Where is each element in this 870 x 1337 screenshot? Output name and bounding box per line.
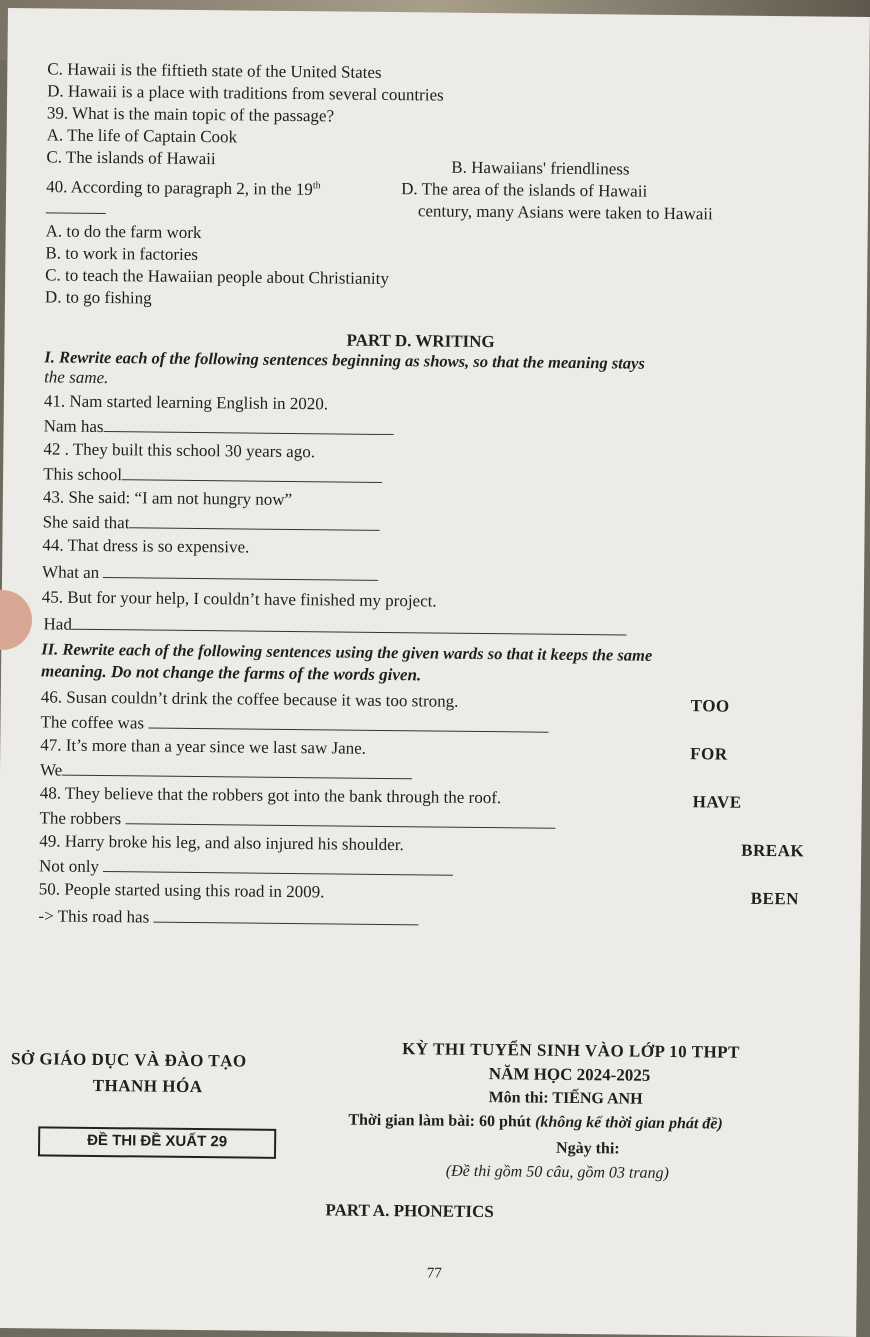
q39-option-a: A. The life of Captain Cook	[46, 125, 238, 147]
q48-blank[interactable]	[125, 809, 555, 829]
q48-stem: The robbers	[39, 808, 122, 829]
q48-keyword: HAVE	[692, 792, 742, 812]
exam-title: KỲ THI TUYỂN SINH VÀO LỚP 10 THPT	[402, 1039, 741, 1062]
q42-blank[interactable]	[122, 465, 382, 483]
q42-sentence: 42 . They built this school 30 years ago.	[43, 439, 316, 462]
q43-answer-line	[43, 512, 380, 535]
q38-option-d: D. Hawaii is a place with traditions from several countries	[47, 81, 444, 105]
pages-note: (Đề thi gồm 50 câu, gồm 03 trang)	[445, 1162, 670, 1182]
exam-page	[0, 8, 870, 1337]
q45-answer-line	[43, 614, 626, 639]
q50-sentence: 50. People started using this road in 2009.	[38, 879, 325, 902]
exam-date-label: Ngày thi:	[556, 1139, 620, 1158]
q49-answer-line	[39, 856, 453, 879]
q42-stem: This school	[43, 464, 123, 485]
page-number: 77	[426, 1265, 442, 1282]
q40-answer-blank	[46, 202, 106, 214]
q46-answer-line	[40, 712, 548, 736]
section-1-instruction-line1: I. Rewrite each of the following sentences beginning as shows, so that the meaning stays	[44, 347, 645, 373]
q45-sentence: 45. But for your help, I couldn’t have finished my project.	[41, 587, 437, 611]
q40-option-a: A. to do the farm work	[45, 221, 202, 243]
q50-blank[interactable]	[153, 908, 418, 926]
part-d-title: PART D. WRITING	[346, 330, 495, 352]
q46-sentence: 46. Susan couldn’t drink the coffee because it was too strong.	[40, 687, 459, 711]
q44-blank[interactable]	[103, 563, 378, 581]
q44-stem: What an	[41, 562, 100, 582]
q45-stem: Had	[43, 614, 72, 634]
duration-label: Thời gian làm bài: 60 phút	[348, 1111, 532, 1131]
section-1-instruction-line2: the same.	[44, 367, 109, 388]
q41-answer-line	[44, 416, 394, 439]
q40-option-d: D. to go fishing	[44, 287, 152, 308]
q47-answer-line	[40, 760, 412, 783]
q40-question-pre: 40. According to paragraph 2, in the 19	[46, 177, 313, 199]
q46-stem: The coffee was	[40, 712, 145, 733]
q50-keyword: BEEN	[750, 888, 800, 909]
q49-blank[interactable]	[103, 857, 453, 876]
q47-stem: We	[39, 760, 63, 780]
q43-stem: She said that	[42, 512, 130, 533]
q45-blank[interactable]	[72, 615, 627, 636]
school-year: NĂM HỌC 2024-2025	[488, 1064, 651, 1085]
q40-option-b: B. to work in factories	[45, 243, 199, 265]
q49-sentence: 49. Harry broke his leg, and also injured his shoulder.	[39, 831, 404, 855]
exam-duration	[348, 1112, 723, 1134]
exam-subject: Môn thi: TIẾNG ANH	[488, 1089, 643, 1108]
province-name: THANH HÓA	[92, 1075, 203, 1097]
q39-option-d: D. The area of the islands of Hawaii	[401, 179, 648, 201]
q48-answer-line	[39, 808, 555, 832]
q40-question-post: century, many Asians were taken to Hawaii	[417, 201, 713, 224]
q47-blank[interactable]	[62, 761, 412, 780]
q41-blank[interactable]	[104, 417, 394, 435]
q49-stem: Not only	[38, 856, 100, 876]
q43-sentence: 43. She said: “I am not hungry now”	[42, 487, 293, 510]
q50-answer-line	[38, 906, 418, 929]
q46-blank[interactable]	[148, 714, 548, 733]
q38-option-c: C. Hawaii is the fiftieth state of the United States	[47, 59, 382, 82]
q39-option-b: B. Hawaiians' friendliness	[451, 157, 630, 179]
q41-sentence: 41. Nam started learning English in 2020.	[43, 391, 329, 414]
q42-answer-line	[43, 464, 382, 487]
q41-stem: Nam has	[43, 416, 104, 437]
q40-option-c: C. to teach the Hawaiian people about Christianity	[45, 265, 389, 289]
section-2-instruction-line2: meaning. Do not change the farms of the words given.	[40, 661, 422, 685]
duration-note: (không kể thời gian phát đề)	[534, 1113, 723, 1133]
department-name: SỞ GIÁO DỤC VÀ ĐÀO TẠO	[10, 1049, 247, 1071]
q46-keyword: TOO	[690, 696, 730, 716]
q40-question-line1	[46, 174, 321, 199]
q48-sentence: 48. They believe that the robbers got into the bank through the roof.	[39, 783, 502, 808]
q39-question: 39. What is the main topic of the passage?	[46, 103, 335, 126]
q44-sentence: 44. That dress is so expensive.	[42, 535, 250, 557]
exam-code-box: ĐỀ THI ĐỀ XUẤT 29	[38, 1126, 276, 1158]
q49-keyword: BREAK	[741, 840, 805, 861]
q47-sentence: 47. It’s more than a year since we last saw Jane.	[40, 735, 367, 758]
q39-option-c: C. The islands of Hawaii	[46, 147, 216, 169]
q43-blank[interactable]	[129, 513, 379, 531]
next-part-title: PART A. PHONETICS	[325, 1200, 494, 1222]
q50-stem: -> This road has	[38, 906, 150, 927]
q40-superscript: th	[312, 180, 321, 192]
section-2-instruction-line1: II. Rewrite each of the following sentences using the given wards so that it keeps the same	[41, 639, 653, 665]
q44-answer-line	[42, 562, 379, 585]
q47-keyword: FOR	[690, 744, 728, 764]
